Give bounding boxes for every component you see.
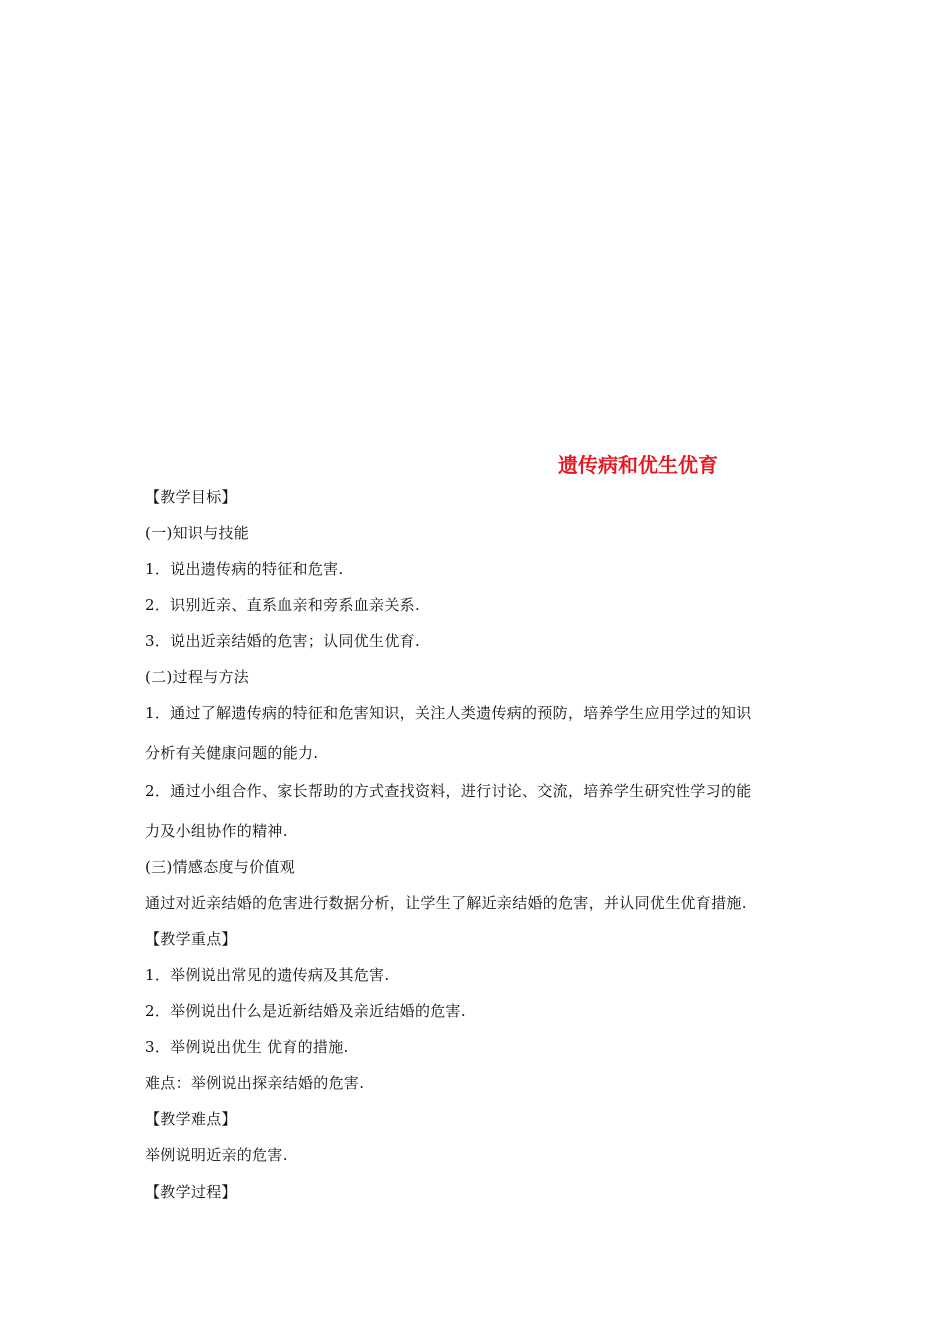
paragraph-line: 3．举例说出优生 优育的措施. [145,1038,349,1056]
section-heading-key-points: 【教学重点】 [145,930,237,948]
paragraph-line: 2．识别近亲、直系血亲和旁系血亲关系. [145,596,421,614]
document-title: 遗传病和优生优育 [558,453,718,477]
paragraph-line: 难点：举例说出探亲结婚的危害. [145,1074,365,1092]
paragraph-line: 分析有关健康问题的能力. [145,744,319,762]
subheading-emotion-values: (三)情感态度与价值观 [145,858,296,876]
paragraph-line: 3．说出近亲结婚的危害；认同优生优育. [145,632,421,650]
paragraph-line: 通过对近亲结婚的危害进行数据分析，让学生了解近亲结婚的危害，并认同优生优育措施. [145,894,747,912]
paragraph-line: 2．举例说出什么是近新结婚及亲近结婚的危害. [145,1002,466,1020]
paragraph-line: 1．说出遗传病的特征和危害. [145,560,344,578]
section-heading-teaching-goals: 【教学目标】 [145,488,237,506]
paragraph-line: 举例说明近亲的危害. [145,1146,288,1164]
paragraph-line: 力及小组协作的精神. [145,822,288,840]
paragraph-line: 1．举例说出常见的遗传病及其危害. [145,966,390,984]
paragraph-line: 2．通过小组合作、家长帮助的方式查找资料，进行讨论、交流，培养学生研究性学习的能 [145,782,752,800]
section-heading-difficulties: 【教学难点】 [145,1110,237,1128]
subheading-process-method: (二)过程与方法 [145,668,250,686]
subheading-knowledge-skills: (一)知识与技能 [145,524,250,542]
section-heading-teaching-process: 【教学过程】 [145,1183,237,1201]
paragraph-line: 1．通过了解遗传病的特征和危害知识，关注人类遗传病的预防，培养学生应用学过的知识 [145,704,752,722]
